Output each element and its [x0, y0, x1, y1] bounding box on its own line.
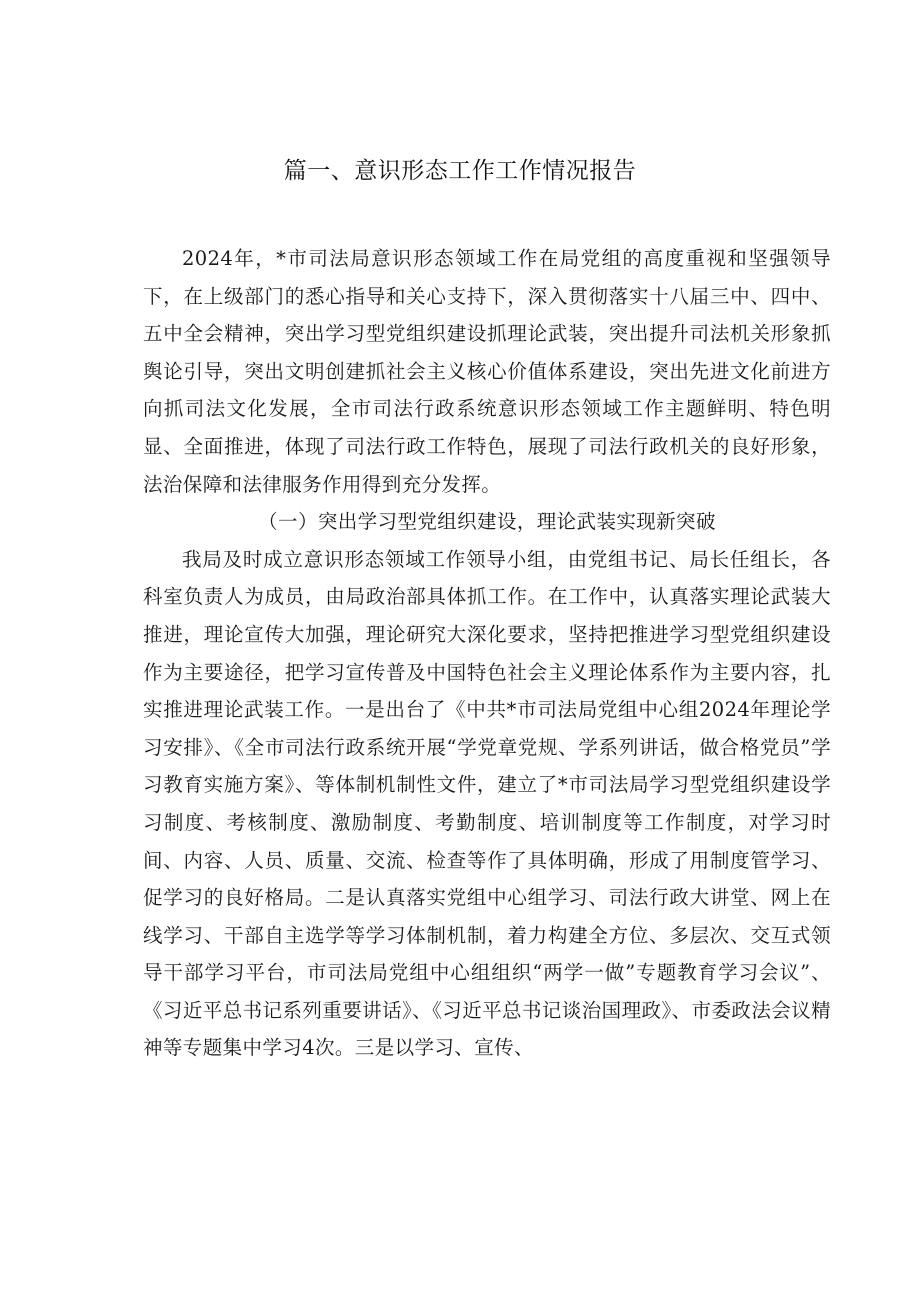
- intro-paragraph: 2024年，*市司法局意识形态领域工作在局党组的高度重视和坚强领导下，在上级部门的悉心指导和关心支持下，深入贯彻落实十八届三中、四中、五中全会精神，突出学习型党组织建设抓理论武装，突出提升司法机关形象抓舆论引导，突出文明创建抓社会主义核心价值体系建设，突出先进文化前进方向抓司法文化发展，全市司法行政系统意识形态领域工作主题鲜明、特色明显、全面推进，体现了司法行政工作特色，展现了司法行政机关的良好形象，法治保障和法律服务作用得到充分发挥。: [143, 247, 831, 496]
- section-paragraph: 我局及时成立意识形态领域工作领导小组，由党组书记、局长任组长，各科室负责人为成员，由局政治部具体抓工作。在工作中，认真落实理论武装大推进，理论宣传大加强，理论研究大深化要求，坚持把推进学习型党组织建设作为主要途径，把学习宣传普及中国特色社会主义理论体系作为主要内容，扎实推进理论武装工作。一是出台了《中共*市司法局党组中心组2024年理论学习安排》、《全市司法行政系统开展“学党章党规、学系列讲话，做合格党员”学习教育实施方案》、等体制机制性文件，建立了*市司法局学习型党组织建设学习制度、考核制度、激励制度、考勤制度、培训制度等工作制度，对学习时间、内容、人员、质量、交流、检查等作了具体明确，形成了用制度管学习、促学习的良好格局。二是认真落实党组中心组学习、司法行政大讲堂、网上在线学习、干部自主选学等学习体制机制，着力构建全方位、多层次、交互式领导干部学习平台，市司法局党组中心组组织“两学一做”专题教育学习会议”、《习近平总书记系列重要讲话》、《习近平总书记谈治国理政》、市委政法会议精神等专题集中学习4次。三是以学习、宣传、: [143, 547, 831, 1060]
- document-body: [143, 240, 831, 1067]
- document-title: 篇一、意识形态工作工作情况报告: [283, 158, 637, 184]
- section-heading: （一）突出学习型党组织建设，理论武装实现新突破: [258, 510, 716, 534]
